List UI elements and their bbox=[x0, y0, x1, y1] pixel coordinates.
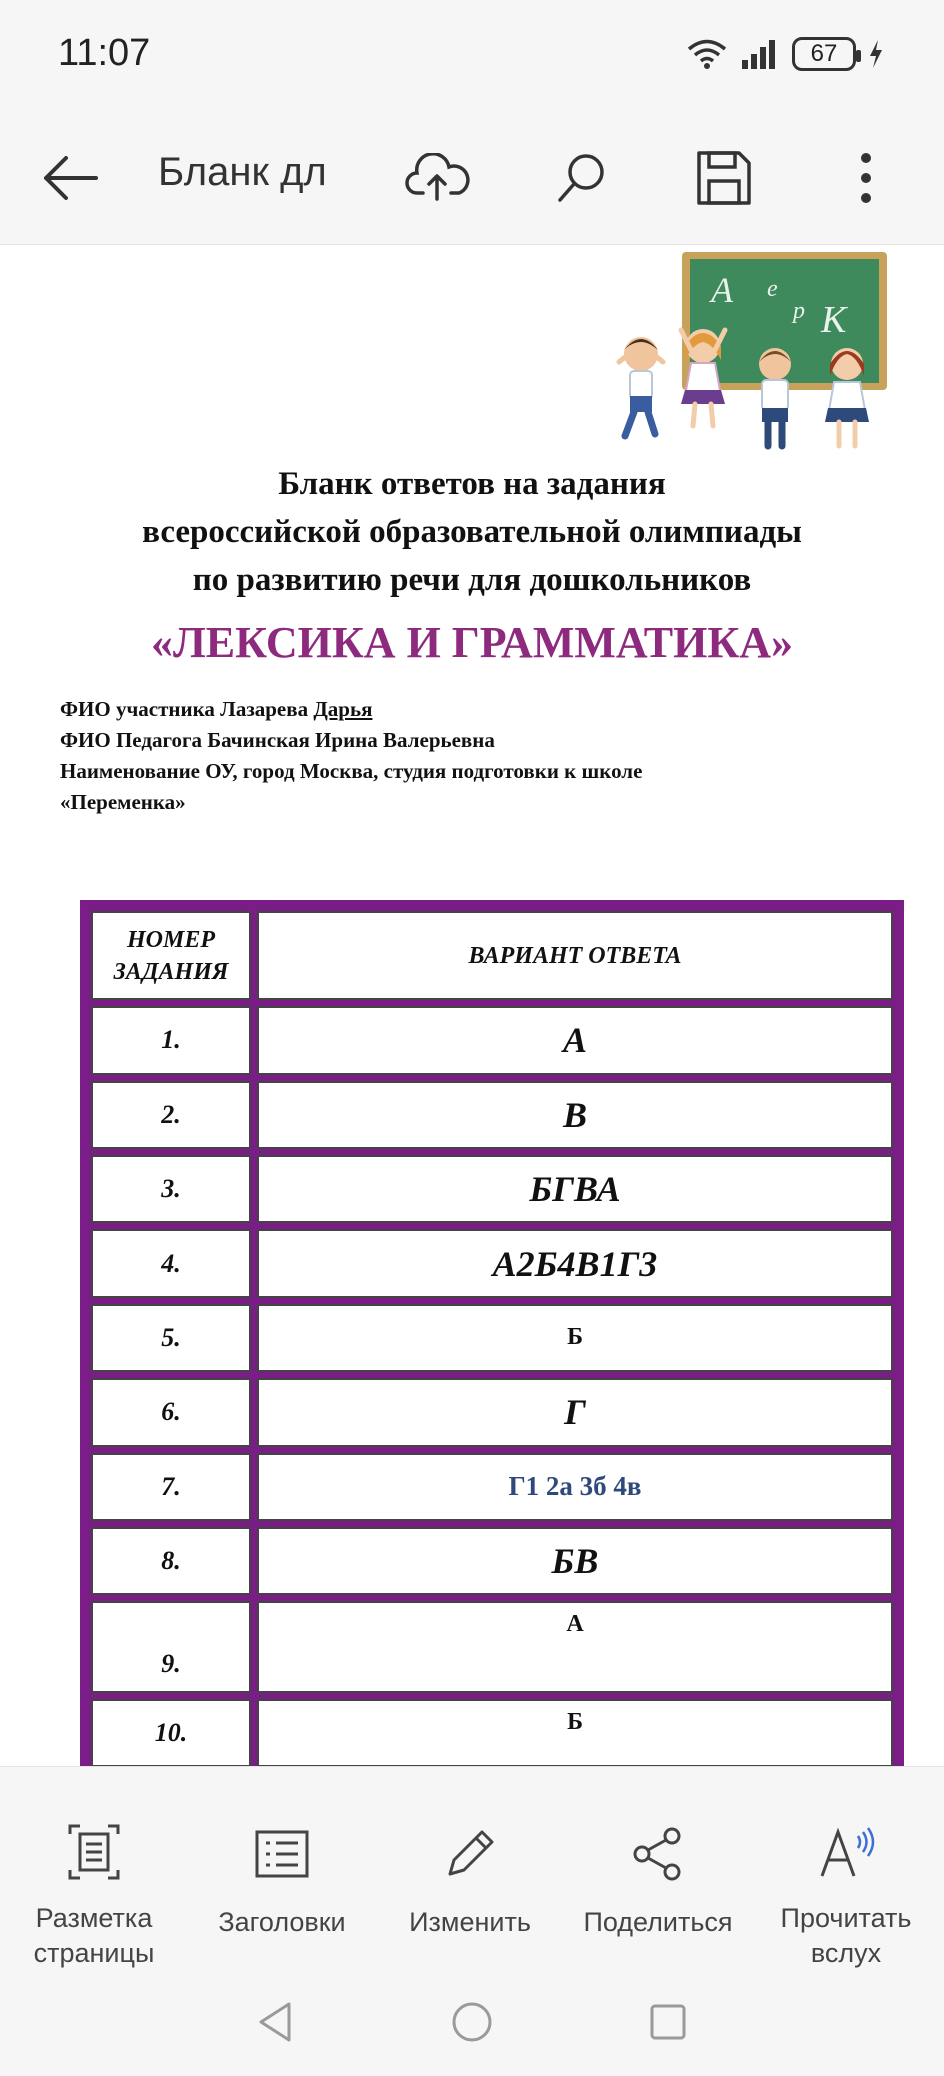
search-icon[interactable] bbox=[542, 138, 622, 218]
more-vert-icon[interactable] bbox=[826, 138, 906, 218]
heading-line-3: по развитию речи для дошкольников bbox=[192, 562, 752, 598]
board-letter-2: е bbox=[767, 276, 778, 302]
table-header-row bbox=[91, 911, 893, 1000]
task-number: 1. bbox=[91, 1006, 251, 1074]
table-row bbox=[91, 1453, 893, 1521]
answer-cell: В bbox=[257, 1081, 893, 1149]
table-row bbox=[91, 1081, 893, 1149]
system-nav-bar bbox=[0, 1971, 944, 2076]
participant-info bbox=[60, 694, 880, 818]
answer-cell: БГВА bbox=[257, 1155, 893, 1223]
status-bar bbox=[0, 0, 944, 110]
task-number: 3. bbox=[91, 1155, 251, 1223]
headings-list-icon bbox=[247, 1819, 317, 1889]
battery-indicator bbox=[792, 37, 856, 71]
header-task-number bbox=[91, 911, 251, 1000]
page-layout-button[interactable] bbox=[0, 1767, 188, 1971]
institution-line-1: Наименование ОУ, город Москва, студия подготовки к школе bbox=[60, 759, 643, 783]
participant-line bbox=[60, 694, 880, 725]
table-row bbox=[91, 1229, 893, 1297]
edit-label: Изменить bbox=[409, 1907, 531, 1937]
task-number: 2. bbox=[91, 1081, 251, 1149]
page-layout-icon bbox=[59, 1819, 129, 1885]
task-number: 4. bbox=[91, 1229, 251, 1297]
bottom-toolbar bbox=[0, 1766, 944, 1971]
share-icon bbox=[623, 1819, 693, 1889]
nav-home-icon[interactable] bbox=[447, 1997, 497, 2047]
kids-chalkboard-illustration bbox=[615, 250, 890, 450]
save-icon[interactable] bbox=[684, 138, 764, 218]
answer-cell: Б bbox=[257, 1699, 893, 1767]
answer-cell: Б bbox=[257, 1304, 893, 1372]
cloud-upload-icon[interactable] bbox=[398, 138, 478, 218]
institution-line-2: «Переменка» bbox=[60, 790, 186, 814]
task-number: 7. bbox=[91, 1453, 251, 1521]
page-layout-label: Разметка страницы bbox=[33, 1903, 155, 1968]
header-answer-variant: ВАРИАНТ ОТВЕТА bbox=[257, 911, 893, 1000]
table-row bbox=[91, 1006, 893, 1074]
headings-label: Заголовки bbox=[218, 1907, 346, 1937]
share-label: Поделиться bbox=[583, 1907, 733, 1937]
answer-cell: БВ bbox=[257, 1527, 893, 1595]
header-number-line-2: ЗАДАНИЯ bbox=[113, 958, 229, 985]
back-arrow-icon[interactable] bbox=[30, 138, 110, 218]
board-letter-4: К bbox=[821, 299, 847, 341]
read-aloud-button[interactable] bbox=[752, 1767, 940, 1971]
participant-label: ФИО участника Лазарева bbox=[60, 697, 314, 721]
teacher-line: ФИО Педагога Бачинская Ирина Валерьевна bbox=[60, 728, 495, 752]
heading-line-2: всероссийской образовательной олимпиады bbox=[142, 514, 802, 550]
edit-pencil-icon bbox=[435, 1819, 505, 1889]
answers-table bbox=[80, 900, 904, 1778]
answer-cell: А bbox=[257, 1601, 893, 1692]
signal-icon bbox=[740, 38, 780, 70]
document-heading bbox=[40, 460, 904, 678]
table-row bbox=[91, 1155, 893, 1223]
table-row bbox=[91, 1601, 893, 1692]
table-row bbox=[91, 1699, 893, 1767]
read-aloud-label: Прочитать вслух bbox=[780, 1903, 912, 1968]
app-bar bbox=[0, 110, 944, 245]
board-letter-3: р bbox=[793, 298, 805, 324]
task-number: 10. bbox=[91, 1699, 251, 1767]
task-number: 8. bbox=[91, 1527, 251, 1595]
olympiad-name: «ЛЕКСИКА И ГРАММАТИКА» bbox=[150, 618, 794, 667]
document-title: Бланк дл bbox=[158, 150, 327, 194]
answer-cell: А2Б4В1Г3 bbox=[257, 1229, 893, 1297]
document-page[interactable] bbox=[0, 246, 944, 1766]
answer-cell: А bbox=[257, 1006, 893, 1074]
wifi-icon bbox=[686, 38, 728, 70]
headings-button[interactable] bbox=[188, 1767, 376, 1971]
nav-recents-icon[interactable] bbox=[643, 1997, 693, 2047]
nav-back-icon[interactable] bbox=[250, 1997, 300, 2047]
charging-icon bbox=[868, 39, 884, 69]
edit-button[interactable] bbox=[376, 1767, 564, 1971]
task-number: 9. bbox=[91, 1601, 251, 1692]
task-number: 6. bbox=[91, 1378, 251, 1446]
read-aloud-icon bbox=[811, 1819, 881, 1885]
participant-first-name: Дарья bbox=[313, 697, 373, 721]
header-number-line-1: НОМЕР bbox=[126, 926, 215, 953]
status-time: 11:07 bbox=[58, 32, 151, 74]
table-row bbox=[91, 1527, 893, 1595]
status-icons bbox=[686, 34, 884, 74]
share-button[interactable] bbox=[564, 1767, 752, 1971]
answer-cell: Г bbox=[257, 1378, 893, 1446]
battery-level: 67 bbox=[810, 40, 838, 67]
board-letter-1: А bbox=[711, 270, 733, 310]
table-row bbox=[91, 1304, 893, 1372]
heading-line-1: Бланк ответов на задания bbox=[278, 466, 666, 502]
table-row bbox=[91, 1378, 893, 1446]
task-number: 5. bbox=[91, 1304, 251, 1372]
answer-cell: Г1 2а 3б 4в bbox=[257, 1453, 893, 1521]
